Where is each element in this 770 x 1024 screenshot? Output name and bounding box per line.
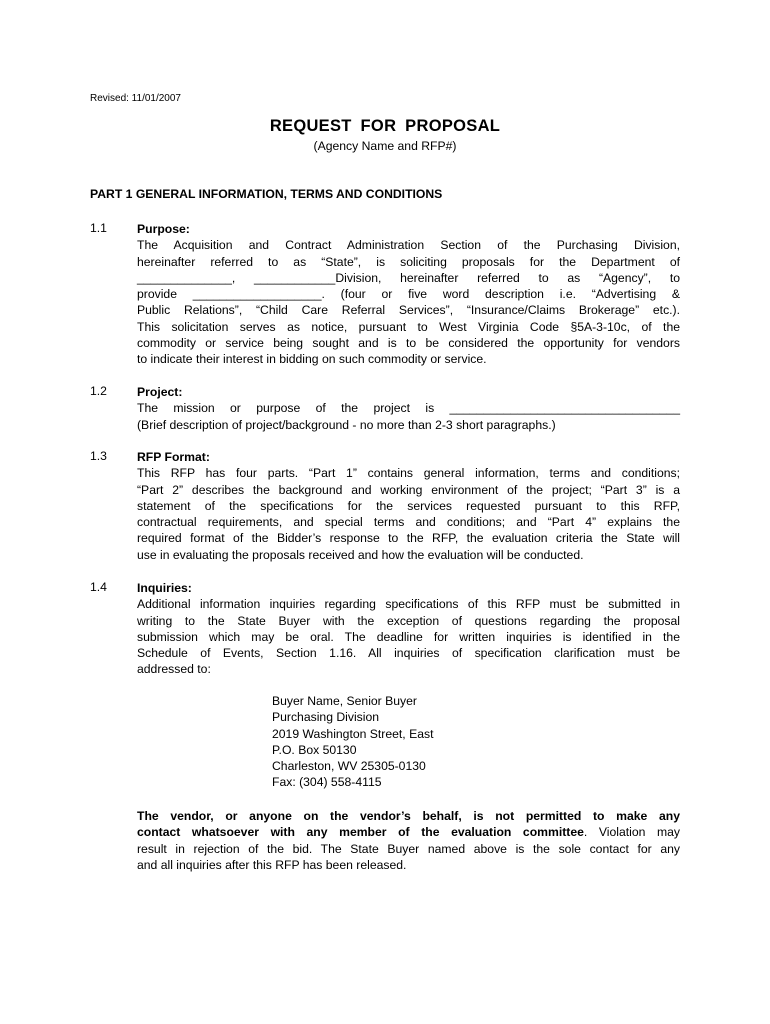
document-subtitle: (Agency Name and RFP#) [313, 139, 457, 153]
section-number-1-2: 1.2 [90, 384, 107, 398]
document-title: REQUEST FOR PROPOSAL [269, 117, 501, 135]
section-heading-rfp-format: RFP Format: [137, 450, 210, 464]
format-line: “Part 2” describes the background and working environment of the project; “Part 3” is a [137, 482, 680, 497]
inquiries-line: submission which may be oral. The deadline for written inquiries is identified in the [137, 629, 680, 644]
purpose-line: ______________, ____________Division, hereinafter referred to as “Agency”, to [137, 270, 680, 285]
notice-line-2 [137, 824, 680, 840]
format-line: This RFP has four parts. “Part 1” contains general information, terms and conditions; [137, 466, 680, 481]
purpose-line: The Acquisition and Contract Administration Section of the Purchasing Division, [137, 238, 680, 253]
format-line: use in evaluating the proposals received and how the evaluation will be conducted. [137, 547, 584, 562]
notice-bold-fragment: contact whatsoever with any member of the evaluation committee [137, 825, 584, 840]
section-purpose [137, 221, 680, 368]
purpose-line: commodity or service being sought and is to be considered the opportunity for vendors [137, 336, 680, 351]
purpose-line: to indicate their interest in bidding on such commodity or service. [137, 352, 487, 367]
section-heading-inquiries: Inquiries: [137, 581, 192, 595]
inquiries-line: Additional information inquiries regarding specifications of this RFP must be submitted in [137, 597, 680, 612]
buyer-fax: Fax: (304) 558-4115 [272, 775, 382, 790]
section-inquiries [137, 580, 680, 678]
inquiries-line: addressed to: [137, 662, 211, 677]
part-heading: PART 1 GENERAL INFORMATION, TERMS AND CONDITIONS [90, 187, 443, 201]
buyer-pobox: P.O. Box 50130 [272, 742, 357, 757]
section-heading-project: Project: [137, 385, 183, 399]
buyer-division: Purchasing Division [272, 710, 380, 725]
notice-bold-line: The vendor, or anyone on the vendor’s behalf, is not permitted to make any [137, 809, 680, 823]
contact-notice [137, 808, 680, 873]
revised-date: Revised: 11/01/2007 [90, 93, 181, 104]
section-project [137, 384, 680, 433]
project-line: (Brief description of project/background - no more than 2-3 short paragraphs.) [137, 417, 556, 432]
purpose-line: hereinafter referred to as “State”, is soliciting proposals for the Department of [137, 254, 680, 269]
purpose-line: Public Relations”, “Child Care Referral Services”, “Insurance/Claims Brokerage” etc.). [137, 303, 680, 318]
buyer-city: Charleston, WV 25305-0130 [272, 759, 426, 774]
notice-line: and all inquiries after this RFP has been released. [137, 857, 407, 872]
section-number-1-4: 1.4 [90, 580, 107, 594]
notice-line: result in rejection of the bid. The State Buyer named above is the sole contact for any [137, 841, 680, 856]
buyer-address [272, 693, 433, 791]
purpose-line: provide ___________________. (four or five word description i.e. “Advertising & [137, 287, 680, 302]
section-heading-purpose: Purpose: [137, 222, 190, 236]
format-line: contractual requirements, and special terms and conditions; and “Part 4” explains the [137, 515, 680, 530]
inquiries-line: writing to the State Buyer with the exception of questions regarding the proposal [137, 613, 680, 628]
section-number-1-1: 1.1 [90, 221, 107, 235]
section-rfp-format [137, 449, 680, 563]
format-line: required format of the Bidder’s response to the RFP, the evaluation criteria the State will [137, 531, 680, 546]
section-number-1-3: 1.3 [90, 449, 107, 463]
buyer-street: 2019 Washington Street, East [272, 726, 434, 741]
format-line: statement of the specifications for the services requested pursuant to this RFP, [137, 498, 680, 513]
buyer-name: Buyer Name, Senior Buyer [272, 694, 417, 708]
project-line: The mission or purpose of the project is __________________________________ [137, 401, 680, 416]
inquiries-line: Schedule of Events, Section 1.16. All inquiries of specification clarification must be [137, 646, 680, 661]
purpose-line: This solicitation serves as notice, pursuant to West Virginia Code §5A-3-10c, of the [137, 319, 680, 334]
notice-fragment: . Violation may [583, 825, 681, 840]
